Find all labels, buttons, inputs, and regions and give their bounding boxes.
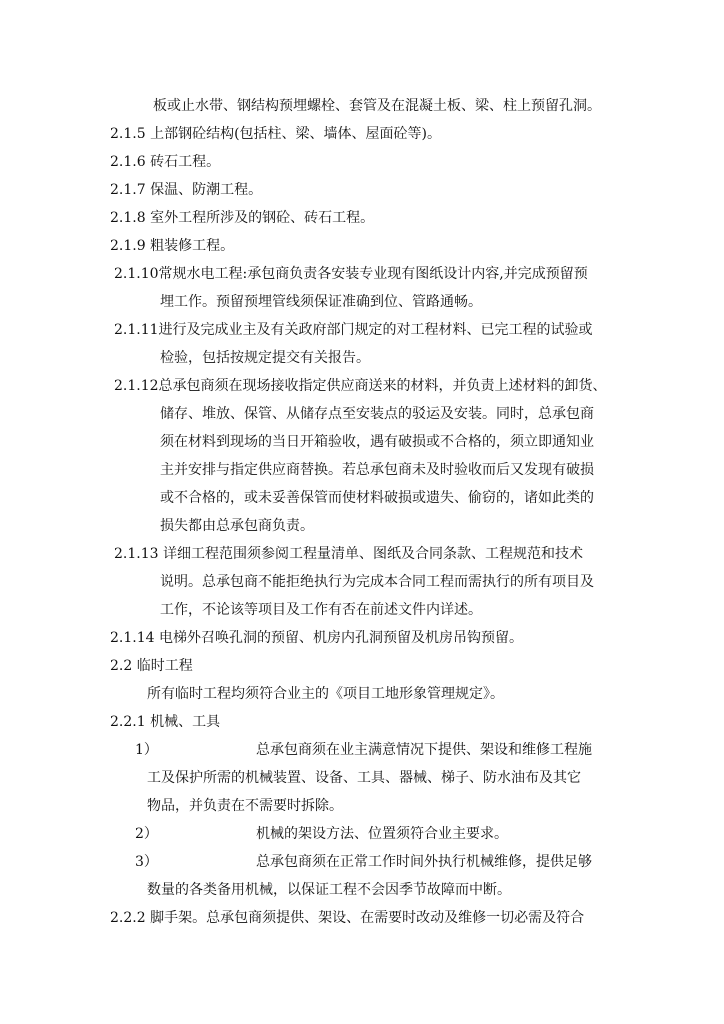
text-line: 总承包商须在正常工作时间外执行机械维修，提供足够 [256,854,592,870]
text-line: 机械的架设方法、位置须符合业主要求。 [256,826,508,842]
text-line: 总承包商须在业主满意情况下提供、架设和维修工程施 [256,742,592,758]
section-2-1-7: 2.1.7 保温、防潮工程。 [110,182,263,198]
text-line: 数量的各类备用机械，以保证工程不会因季节故障而中断。 [147,882,511,898]
text-line: 损失都由总承包商负责。 [160,518,314,534]
section-2-1-9: 2.1.9 粗装修工程。 [110,238,235,254]
text-line: 埋工作。预留预埋管线须保证准确到位、管路通畅。 [160,294,482,310]
section-2-1-11: 2.1.11进行及完成业主及有关政府部门规定的对工程材料、已完工程的试验或 [114,322,593,338]
section-2-1-10: 2.1.10常规水电工程:承包商负责各安装专业现有图纸设计内容,并完成预留预 [114,266,588,282]
section-2-1-5: 2.1.5 上部钢砼结构(包括柱、梁、墙体、屋面砼等)。 [110,126,441,142]
text-line: 储存、堆放、保管、从储存点至安装点的驳运及安装。同时，总承包商 [160,406,594,422]
section-2-1-12: 2.1.12总承包商须在现场接收指定供应商送来的材料，并负责上述材料的卸货、 [114,378,607,394]
text-line: 所有临时工程均须符合业主的《项目工地形象管理规定》。 [147,686,504,702]
section-2-1-6: 2.1.6 砖石工程。 [110,154,221,170]
text-line: 须在材料到现场的当日开箱验收，遇有破损或不合格的，须立即通知业 [160,434,594,450]
list-marker: 1） [135,742,158,758]
list-marker: 3） [135,854,158,870]
text-line: 工作，不论该等项目及工作有否在前述文件内详述。 [160,602,482,618]
section-2-1-13: 2.1.13 详细工程范围须参阅工程量清单、图纸及合同条款、工程规范和技术 [114,546,583,562]
section-2-2-heading: 2.2 临时工程 [110,658,193,674]
text-line: 说明。总承包商不能拒绝执行为完成本合同工程而需执行的所有项目及 [160,574,594,590]
section-2-1-8: 2.1.8 室外工程所涉及的钢砼、砖石工程。 [110,210,375,226]
list-marker: 2） [135,826,158,842]
section-2-2-2: 2.2.2 脚手架。总承包商须提供、架设、在需要时改动及维修一切必需及符合 [110,910,585,926]
text-line: 主并安排与指定供应商替换。若总承包商未及时验收而后又发现有破损 [160,462,594,478]
text-line: 或不合格的，或未妥善保管而使材料破损或遗失、偷窃的，诸如此类的 [160,490,594,506]
section-2-2-1: 2.2.1 机械、工具 [110,714,221,730]
text-line: 物品，并负责在不需要时拆除。 [147,798,343,814]
text-line: 检验，包括按规定提交有关报告。 [160,350,370,366]
text-line: 板或止水带、钢结构预埋螺栓、套管及在混凝土板、梁、柱上预留孔洞。 [153,98,601,114]
text-line: 工及保护所需的机械装置、设备、工具、器械、梯子、防水油布及其它 [147,770,581,786]
section-2-1-14: 2.1.14 电梯外召唤孔洞的预留、机房内孔洞预留及机房吊钩预留。 [110,630,523,646]
